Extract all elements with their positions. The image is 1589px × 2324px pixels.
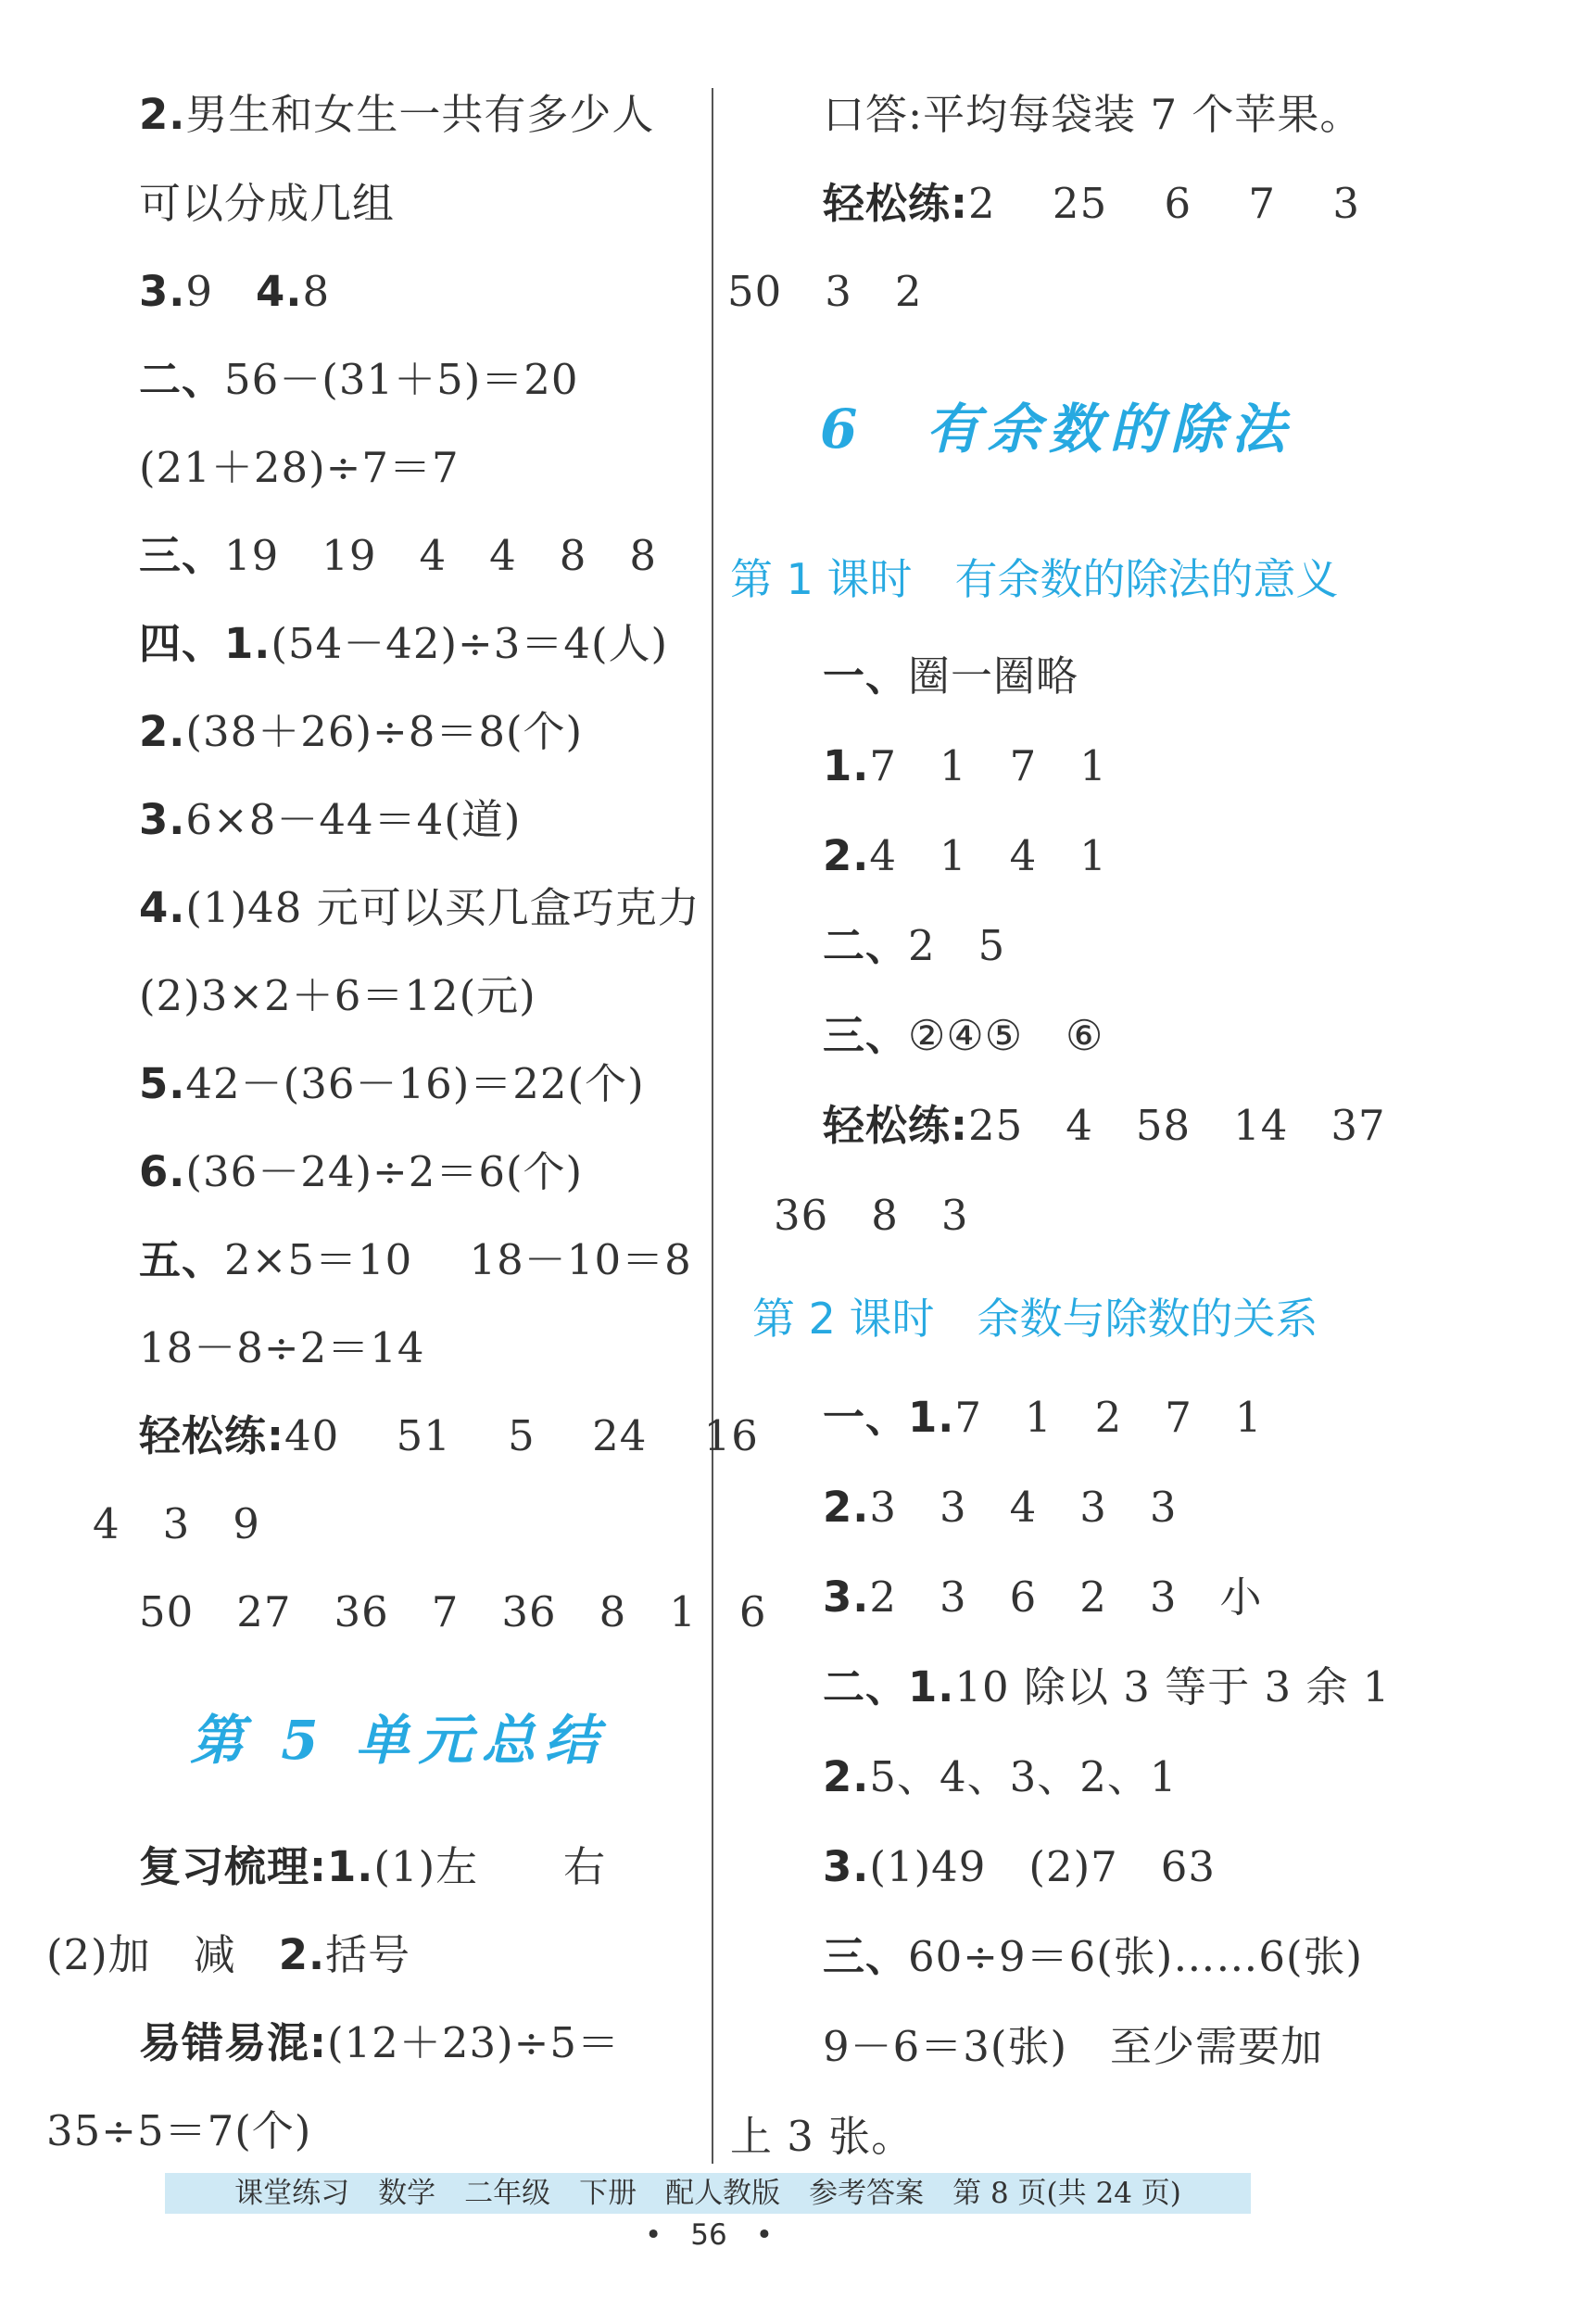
unit-6-title: 6 有余数的除法 bbox=[820, 398, 1293, 461]
answer-line: 四、1.(54－42)÷3＝4(人) bbox=[139, 619, 669, 668]
answer-line: 2.(38＋26)÷8＝8(个) bbox=[139, 707, 584, 756]
answer-line: 2.3 3 4 3 3 bbox=[823, 1483, 1178, 1532]
answer-line: 复习梳理:1.(1)左 右 bbox=[139, 1842, 607, 1891]
answer-line: 3.9 4.8 bbox=[139, 267, 331, 316]
answer-line: 上 3 张。 bbox=[730, 2112, 914, 2161]
answer-line: 50 3 2 bbox=[727, 267, 923, 316]
answer-line: 2.男生和女生一共有多少人 bbox=[139, 90, 655, 139]
unit-5-title: 第 5 单元总结 bbox=[190, 1709, 608, 1772]
answer-line: 36 8 3 bbox=[774, 1191, 969, 1240]
answer-line: 二、1.10 除以 3 等于 3 余 1 bbox=[823, 1662, 1391, 1711]
answer-line: 18－8÷2＝14 bbox=[139, 1323, 425, 1372]
answer-line: 3.6×8－44＝4(道) bbox=[139, 795, 522, 844]
answer-line: 五、2×5＝10 18－10＝8 bbox=[139, 1235, 692, 1284]
footer-text: 课堂练习 数学 二年级 下册 配人教版 参考答案 第 8 页(共 24 页) bbox=[234, 2177, 1181, 2210]
answer-line: 轻松练:40 51 5 24 16 bbox=[139, 1411, 759, 1460]
answer-line: 2.4 1 4 1 bbox=[823, 831, 1107, 880]
answer-line: 5.42－(36－16)＝22(个) bbox=[139, 1059, 645, 1108]
answer-line: 6.(36－24)÷2＝6(个) bbox=[139, 1147, 584, 1196]
answer-line: 2.5、4、3、2、1 bbox=[823, 1752, 1178, 1801]
answer-line: (2)3×2＋6＝12(元) bbox=[139, 971, 536, 1020]
answer-line: 二、2 5 bbox=[823, 921, 1006, 970]
answer-line: 可以分成几组 bbox=[139, 179, 396, 228]
page-number: • 56 • bbox=[644, 2218, 774, 2252]
answer-line: 3.(1)49 (2)7 63 bbox=[823, 1842, 1217, 1891]
answer-line: 口答:平均每袋装 7 个苹果。 bbox=[823, 90, 1363, 139]
answer-line: 三、19 19 4 4 8 8 bbox=[139, 531, 658, 580]
lesson-1-title: 第 1 课时 有余数的除法的意义 bbox=[730, 554, 1339, 604]
answer-line: (2)加 减 2.括号 bbox=[46, 1930, 411, 1979]
answer-line: 4 3 9 bbox=[93, 1499, 260, 1548]
answer-line: 二、56－(31＋5)＝20 bbox=[139, 355, 579, 404]
answer-line: 1.7 1 7 1 bbox=[823, 741, 1107, 790]
answer-line: 一、圈一圈略 bbox=[823, 651, 1079, 701]
answer-line: 轻松练:25 4 58 14 37 bbox=[823, 1101, 1386, 1150]
answer-line: (21＋28)÷7＝7 bbox=[139, 443, 460, 492]
answer-line: 3.2 3 6 2 3 小 bbox=[823, 1572, 1263, 1622]
answer-line: 易错易混:(12＋23)÷5＝ bbox=[139, 2018, 620, 2067]
lesson-2-title: 第 2 课时 余数与除数的关系 bbox=[752, 1294, 1318, 1344]
column-divider bbox=[712, 88, 713, 2164]
answer-line: 三、②④⑤ ⑥ bbox=[823, 1011, 1104, 1060]
answer-line: 9－6＝3(张) 至少需要加 bbox=[823, 2022, 1324, 2071]
answer-line: 三、60÷9＝6(张)……6(张) bbox=[823, 1932, 1364, 1981]
answer-line: 50 27 36 7 36 8 1 6 bbox=[139, 1587, 767, 1636]
answer-line: 一、1.7 1 2 7 1 bbox=[823, 1393, 1263, 1442]
answer-line: 35÷5＝7(个) bbox=[46, 2106, 312, 2155]
answer-line: 轻松练:2 25 6 7 3 bbox=[823, 179, 1360, 228]
answer-line: 4.(1)48 元可以买几盒巧克力 bbox=[139, 883, 700, 932]
